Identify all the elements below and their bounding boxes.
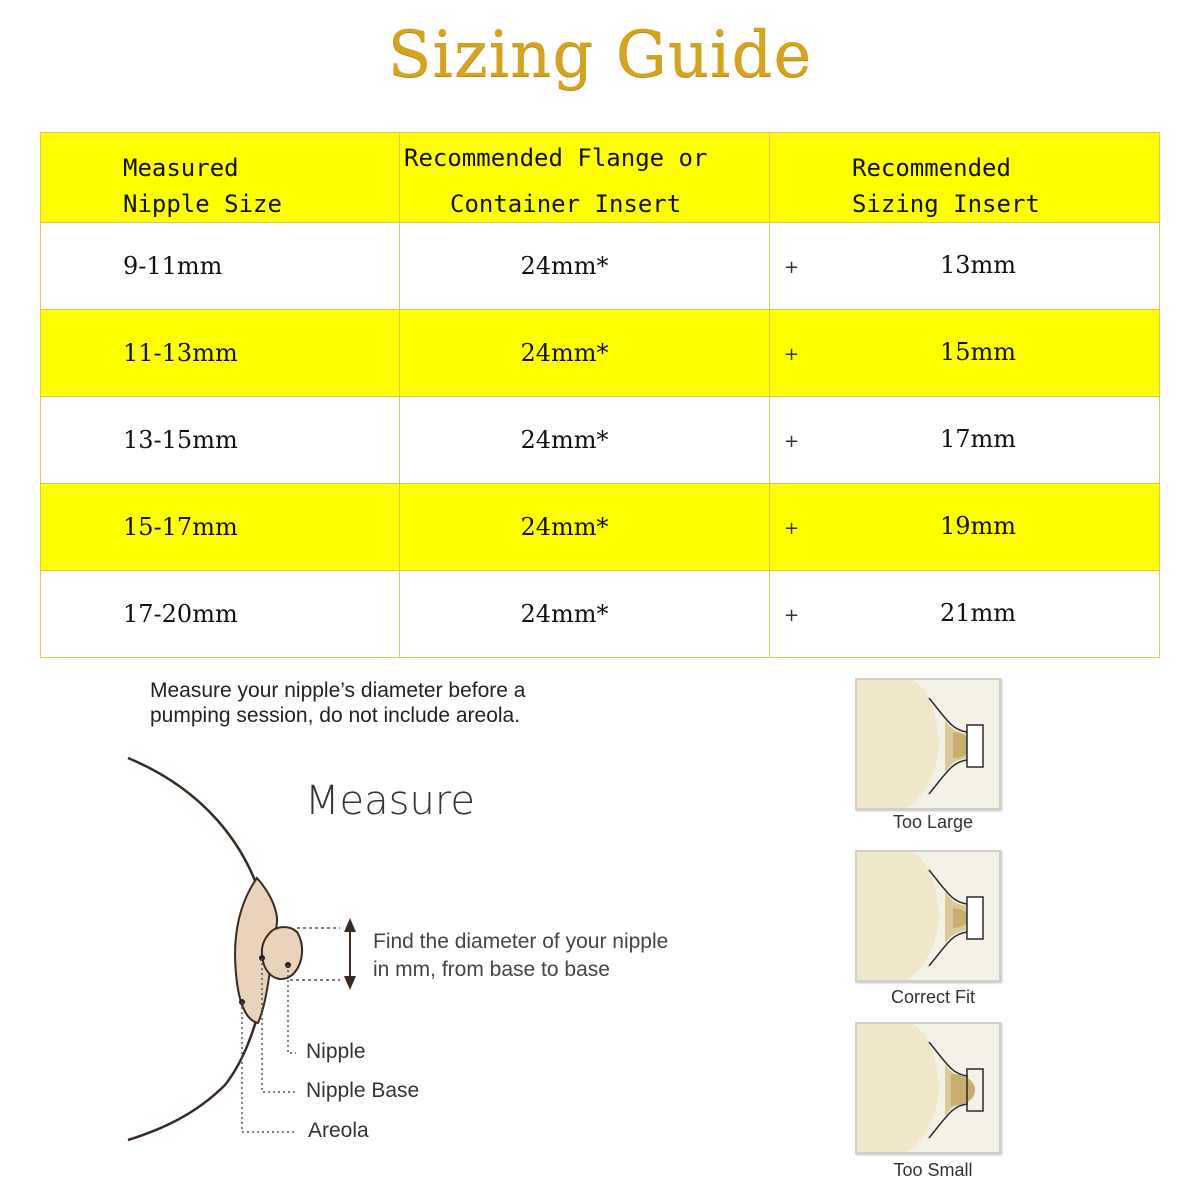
flange-value: 24mm* [520,426,609,454]
plus-symbol: + [784,344,800,365]
header-nipple-size-line2: Nipple Size [123,190,282,218]
fit-example-too-large [855,678,1001,810]
insert-value: 21mm [940,599,1017,627]
header-flange-line1: Recommended Flange or [404,144,708,172]
nipple-size-cell: 15-17mm [41,484,400,571]
nipple-base-label: Nipple Base [306,1079,420,1102]
fit-label-too-large: Too Large [892,812,974,832]
insert-value: 19mm [940,512,1017,540]
page-title: Sizing Guide [387,18,813,92]
find-diameter-text [373,928,668,984]
flange-correct-fit-icon [857,852,999,980]
plus-symbol: + [784,431,800,452]
nipple-label: Nipple [306,1040,366,1063]
flange-value: 24mm* [520,513,609,541]
insert-value: 13mm [940,251,1017,279]
header-nipple-size-line1: Measured [123,154,239,182]
nipple-size-cell: 17-20mm [41,571,400,658]
fit-label-correct-fit: Correct Fit [890,987,975,1007]
flange-too-small-icon [857,1024,999,1152]
find-diameter-line2: in mm, from base to base [373,958,610,981]
flange-value: 24mm* [520,600,609,628]
find-diameter-line1: Find the diameter of your nipple [373,930,669,953]
insert-value: 17mm [940,425,1017,453]
measure-instruction-line1: Measure your nipple’s diameter before a [150,679,526,702]
nipple-size-cell: 13-15mm [41,397,400,484]
fit-label-too-small: Too Small [893,1160,973,1180]
header-sizing-insert-line2: Sizing Insert [852,190,1040,218]
flange-value: 24mm* [520,339,609,367]
plus-symbol: + [784,605,800,626]
insert-value: 15mm [940,338,1017,366]
areola-label: Areola [308,1119,369,1142]
header-sizing-insert-line1: Recommended [852,154,1011,182]
header-flange-line2: Container Insert [450,190,682,218]
flange-value: 24mm* [520,252,609,280]
flange-too-large-icon [857,680,999,808]
fit-example-correct-fit [855,850,1001,982]
fit-example-too-small [855,1022,1001,1154]
plus-symbol: + [784,257,800,278]
plus-symbol: + [784,518,800,539]
measure-heading: Measure [305,778,475,824]
nipple-size-cell: 11-13mm [41,310,400,397]
measure-instruction-line2: pumping session, do not include areola. [150,704,521,727]
nipple-size-cell: 9-11mm [41,223,400,310]
